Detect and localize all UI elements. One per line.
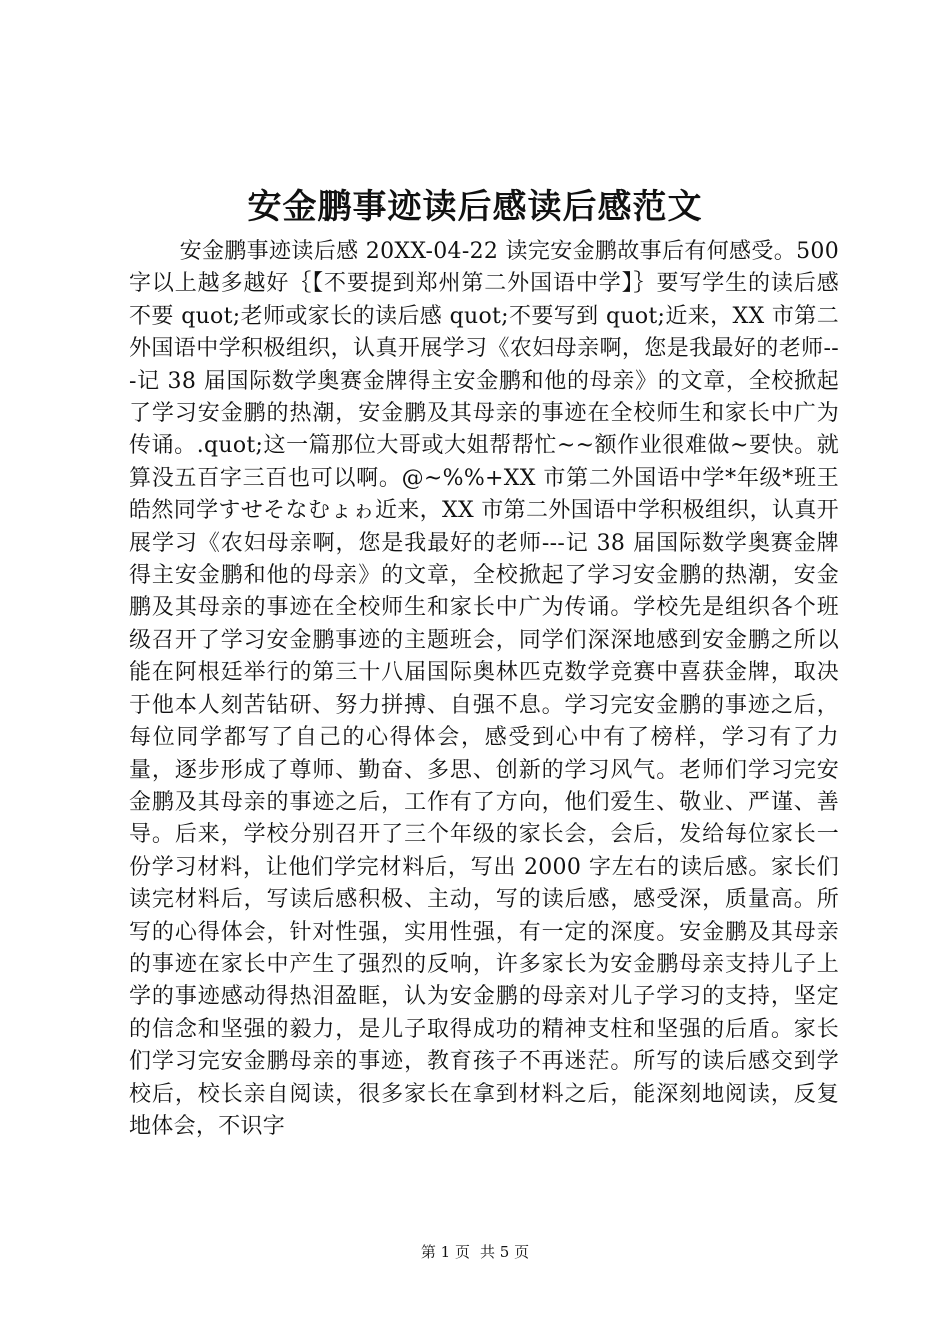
- document-title: 安金鹏事迹读后感读后感范文: [247, 187, 703, 227]
- total-pages: 共 5 页: [480, 1243, 530, 1261]
- document-body-paragraph: 安金鹏事迹读后感 20XX-04-22 读完安金鹏故事后有何感受。500 字以上越多越好｛【不要提到郑州第二外国语中学】｝要写学生的读后感不要 quot;老师或家长的读后感 quot;不要写到 quot;近来，XX 市第二外国语中学积极组织，认真开展学习《农妇母亲啊，您是我最好的老师---记 38 届国际数学奥赛金牌得主安金鹏和他的母亲》的文章，全校掀起了学习安金鹏的热潮，安金鹏及其母亲的事迹在全校师生和家长中广为传诵。.quot;这一篇那位大哥或大姐帮帮忙~~额作业很难做~要快。就算没五百字三百也可以啊。@~%%+XX 市第二外国语中学*年级*班王皓然同学すせそなむょゎ近来，XX 市第二外国语中学积极组织，认真开展学习《农妇母亲啊，您是我最好的老师---记 38 届国际数学奥赛金牌得主安金鹏和他的母亲》的文章，全校掀起了学习安金鹏的热潮，安金鹏及其母亲的事迹在全校师生和家长中广为传诵。学校先是组织各个班级召开了学习安金鹏事迹的主题班会，同学们深深地感到安金鹏之所以能在阿根廷举行的第三十八届国际奥林匹克数学竞赛中喜获金牌，取决于他本人刻苦钻研、努力拼搏、自强不息。学习完安金鹏的事迹之后，每位同学都写了自己的心得体会，感受到心中有了榜样，学习有了力量，逐步形成了尊师、勤奋、多思、创新的学习风气。老师们学习完安金鹏及其母亲的事迹之后，工作有了方向，他们爱生、敬业、严谨、善导。后来，学校分别召开了三个年级的家长会，会后，发给每位家长一份学习材料，让他们学完材料后，写出 2000 字左右的读后感。家长们读完材料后，写读后感积极、主动，写的读后感，感受深，质量高。所写的心得体会，针对性强，实用性强，有一定的深度。安金鹏及其母亲的事迹在家长中产生了强烈的反响，许多家长为安金鹏母亲支持儿子上学的事迹感动得热泪盈眶，认为安金鹏的母亲对儿子学习的支持，坚定的信念和坚强的毅力，是儿子取得成功的精神支柱和坚强的后盾。家长们学习完安金鹏母亲的事迹，教育孩子不再迷茫。所写的读后感交到学校后，校长亲自阅读，很多家长在拿到材料之后，能深刻地阅读，反复地体会，不识字: [129, 239, 839, 1139]
- page-number: 第 1 页: [420, 1243, 470, 1261]
- page-footer: [0, 1242, 950, 1262]
